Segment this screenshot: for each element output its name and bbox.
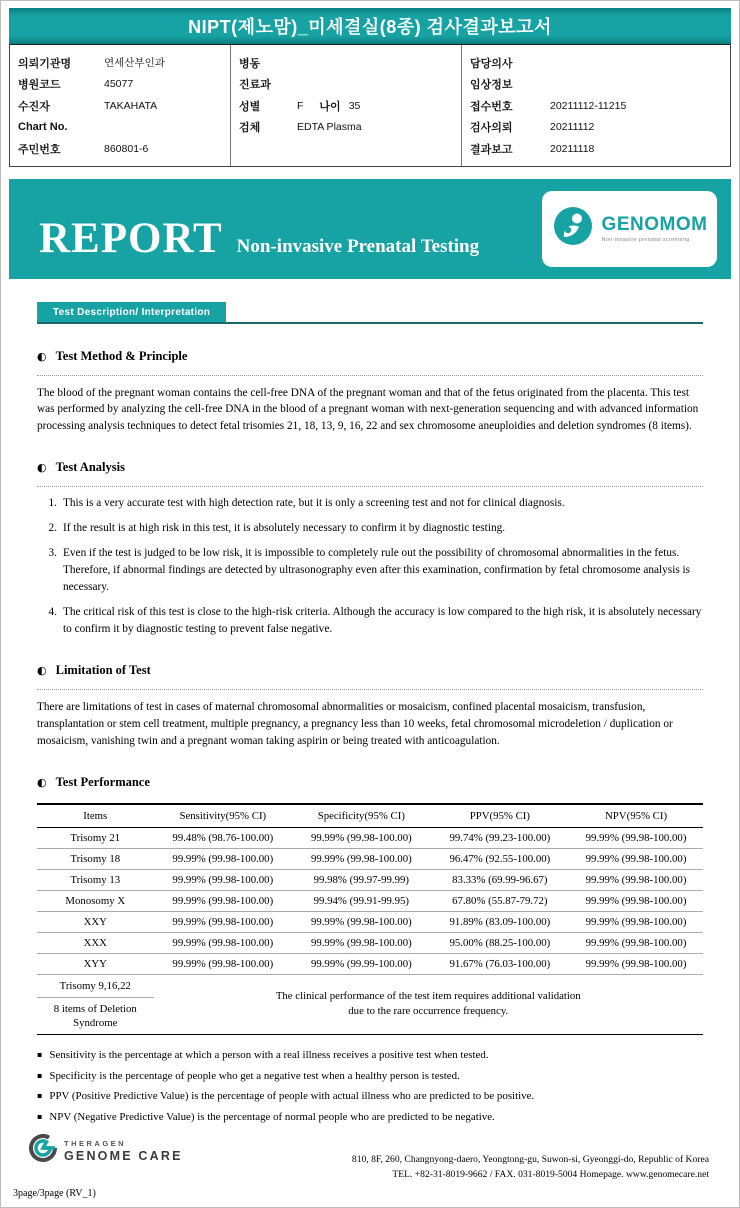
section-heading: Test Performance [55, 774, 150, 789]
section-heading-row [37, 349, 703, 364]
cell-item: XXX [37, 932, 154, 953]
section-test-method [37, 349, 703, 436]
footnote [37, 1069, 703, 1084]
field-value: 35 [348, 99, 361, 112]
dotted-divider [37, 486, 703, 487]
cell-sensitivity: 99.99% (99.98-100.00) [154, 911, 293, 932]
table-row [37, 869, 703, 890]
cell-specificity: 99.99% (99.98-100.00) [292, 911, 431, 932]
cell-ppv: 95.00% (88.25-100.00) [431, 932, 570, 953]
cell-specificity: 99.99% (99.99-100.00) [292, 953, 431, 974]
cell-specificity: 99.94% (99.91-99.95) [292, 890, 431, 911]
report-heading: REPORT [39, 214, 223, 262]
field-label: Chart No. [18, 121, 68, 134]
section-heading: Test Method & Principle [55, 348, 188, 363]
cell-item: 8 items of Deletion Syndrome [37, 997, 154, 1034]
cell-sensitivity: 99.99% (99.98-100.00) [154, 953, 293, 974]
field-value: EDTA Plasma [297, 121, 362, 134]
cell-specificity: 99.99% (99.98-100.00) [292, 848, 431, 869]
section-heading-row [37, 460, 703, 475]
square-bullet-icon: ▪ [37, 1111, 43, 1121]
field-value: F [297, 99, 304, 112]
field-label: 나이 [319, 100, 341, 113]
page-number: 3page/3page (RV_1) [13, 1188, 96, 1199]
address-line-2: TEL. +82-31-8019-9662 / FAX. 031-8019-5004 Homepage. www.genomecare.net [392, 1169, 709, 1181]
patient-info-row [18, 117, 222, 139]
cell-item: Trisomy 21 [37, 827, 154, 848]
item-number: 1. [48, 497, 57, 510]
analysis-item [37, 520, 703, 537]
cell-ppv: 91.67% (76.03-100.00) [431, 953, 570, 974]
theragen-g-icon [27, 1132, 59, 1169]
tab-test-description: Test Description/ Interpretation [37, 302, 226, 322]
field-label: 결과보고 [470, 143, 513, 156]
column-header: PPV(95% CI) [431, 804, 570, 828]
report-title-banner [9, 8, 731, 44]
patient-info-middle-column [230, 45, 461, 166]
cell-item: Trisomy 18 [37, 848, 154, 869]
table-row [37, 911, 703, 932]
section-heading-row [37, 775, 703, 790]
patient-info-right-column [461, 45, 730, 166]
patient-info-row [470, 52, 722, 74]
cell-ppv: 67.80% (55.87-79.72) [431, 890, 570, 911]
field-value: 20211112 [550, 121, 595, 134]
field-label: 담당의사 [470, 57, 513, 70]
field-label: 병동 [239, 57, 261, 70]
cell-npv: 99.99% (99.98-100.00) [569, 953, 703, 974]
patient-info-row [239, 52, 453, 74]
item-text: The critical risk of this test is close to the high-risk criteria. Although the accuracy is low compared to the high risk, it is absolutely necessary to confirm it by diagnostic testing to prevent false negative. [63, 606, 702, 635]
section-heading: Limitation of Test [55, 662, 151, 677]
cell-ppv: 99.74% (99.23-100.00) [431, 827, 570, 848]
tab-rule [37, 302, 703, 324]
genomom-logo-text [602, 214, 708, 243]
section-heading-row [37, 663, 703, 678]
report-subtitle: Non-invasive Prenatal Testing [236, 235, 480, 257]
method-paragraph: The blood of the pregnant woman contains the cell-free DNA of the pregnant woman and that of the fetus originated from the placenta. This test was performed by analyzing the cell-free DNA in the blood of a pregnant woman with next-generation sequencing and with advanced information processing analysis techniques to detect fetal trisomies 21, 18, 13, 9, 16, 22 and sex chromosome aneuploidies and deletion syndromes (8 items). [37, 386, 699, 433]
cell-npv: 99.99% (99.98-100.00) [569, 827, 703, 848]
theragen-genomecare-logo [27, 1132, 183, 1169]
cell-npv: 99.99% (99.98-100.00) [569, 869, 703, 890]
cell-sensitivity: 99.48% (98.76-100.00) [154, 827, 293, 848]
page-title: NIPT(제노맘)_미세결실(8종) 검사결과보고서 [188, 17, 552, 37]
theragen-label: THERAGEN [64, 1138, 127, 1148]
field-label: 성별 [239, 100, 261, 113]
field-label: 주민번호 [18, 143, 61, 156]
company-address [352, 1153, 709, 1183]
section-limitation [37, 663, 703, 750]
cell-specificity: 99.98% (99.97-99.99) [292, 869, 431, 890]
patient-info-row [18, 95, 222, 117]
patient-info-row [239, 95, 453, 117]
section-heading: Test Analysis [55, 460, 125, 475]
patient-info-row [470, 95, 722, 117]
footnote [37, 1110, 703, 1125]
item-number: 3. [48, 547, 57, 560]
cell-item: XXY [37, 911, 154, 932]
analysis-item [37, 495, 703, 512]
half-circle-icon: ◐ [37, 775, 47, 789]
cell-sensitivity: 99.99% (99.98-100.00) [154, 932, 293, 953]
cell-sensitivity: 99.99% (99.98-100.00) [154, 848, 293, 869]
patient-info-row [239, 117, 453, 139]
table-row [37, 890, 703, 911]
half-circle-icon: ◐ [37, 461, 47, 475]
patient-info-row [18, 52, 222, 74]
cell-npv: 99.99% (99.98-100.00) [569, 932, 703, 953]
field-value: TAKAHATA [104, 99, 158, 112]
field-value: 20211112-11215 [550, 99, 627, 112]
patient-info-left-column [10, 45, 230, 166]
cell-npv: 99.99% (99.98-100.00) [569, 848, 703, 869]
genomom-icon [552, 205, 594, 252]
note-line: due to the rare occurrence frequency. [348, 1005, 509, 1018]
theragen-logo-text [64, 1139, 183, 1163]
patient-info-row [470, 117, 722, 139]
validation-note-cell [154, 974, 703, 1034]
half-circle-icon: ◐ [37, 349, 47, 363]
field-label: 의뢰기관명 [18, 57, 72, 70]
field-label: 임상정보 [470, 79, 513, 92]
dotted-divider [37, 689, 703, 690]
cell-specificity: 99.99% (99.98-100.00) [292, 827, 431, 848]
patient-info-row [18, 138, 222, 160]
footer [1, 1132, 739, 1183]
half-circle-icon: ◐ [37, 663, 47, 677]
cell-item: Trisomy 9,16,22 [37, 974, 154, 997]
field-label: 접수번호 [470, 100, 513, 113]
table-row-trisomy-91622 [37, 974, 703, 997]
dotted-divider [37, 375, 703, 376]
field-value: 연세산부인과 [104, 57, 165, 70]
footnote-text: NPV (Negative Predictive Value) is the percentage of normal people who are predicted to be negative. [49, 1110, 495, 1123]
field-value: 860801-6 [104, 142, 149, 155]
field-label: 진료과 [239, 79, 271, 92]
field-label: 수진자 [18, 100, 50, 113]
cell-ppv: 96.47% (92.55-100.00) [431, 848, 570, 869]
field-label: 병원코드 [18, 79, 61, 92]
note-line: The clinical performance of the test item requires additional validation [275, 989, 581, 1002]
cell-sensitivity: 99.99% (99.98-100.00) [154, 890, 293, 911]
cell-item: Trisomy 13 [37, 869, 154, 890]
square-bullet-icon: ▪ [37, 1049, 43, 1059]
item-text: This is a very accurate test with high detection rate, but it is only a screening test and not for clinical diagnosis. [63, 497, 565, 510]
genomom-name: GENOMOM [601, 214, 708, 235]
field-value: 20211118 [550, 142, 595, 155]
cell-ppv: 91.89% (83.09-100.00) [431, 911, 570, 932]
patient-info-table [9, 44, 731, 167]
genomom-logo [542, 191, 717, 267]
item-text: Even if the test is judged to be low risk, it is impossible to completely rule out the possibility of chromosomal abnormalities in the fetus. Therefore, if abnormal findings are detected by ultrasonography even after this examination, confirmation by fetal chromosome analysis is necessary. [63, 547, 691, 594]
column-header: Items [37, 804, 154, 828]
footnote-text: PPV (Positive Predictive Value) is the percentage of people with actual illness who are predicted to be positive. [49, 1090, 535, 1103]
column-header: NPV(95% CI) [569, 804, 703, 828]
table-row [37, 953, 703, 974]
patient-info-row [470, 138, 722, 160]
column-header: Sensitivity(95% CI) [154, 804, 293, 828]
cell-specificity: 99.99% (99.98-100.00) [292, 932, 431, 953]
item-number: 4. [48, 606, 57, 618]
patient-info-row [18, 74, 222, 96]
field-label: 검사의뢰 [470, 122, 513, 135]
cell-ppv: 83.33% (69.99-96.67) [431, 869, 570, 890]
cell-item: XYY [37, 953, 154, 974]
cell-item: Monosomy X [37, 890, 154, 911]
square-bullet-icon: ▪ [37, 1091, 43, 1101]
genomom-tagline: Non-invasive prenatal screening [601, 237, 690, 243]
item-text: If the result is at high risk in this test, it is absolutely necessary to confirm it by diagnostic testing. [63, 522, 506, 535]
cell-sensitivity: 99.99% (99.98-100.00) [154, 869, 293, 890]
table-row [37, 827, 703, 848]
analysis-item [37, 604, 703, 638]
field-value: 45077 [104, 78, 134, 91]
patient-info-row [470, 74, 722, 96]
square-bullet-icon: ▪ [37, 1070, 43, 1080]
section-performance [37, 775, 703, 1035]
field-label: 검체 [239, 122, 261, 135]
item-number: 2. [48, 522, 57, 535]
limitation-paragraph: There are limitations of test in cases of maternal chromosomal abnormalities or mosaicism, confined placental mosaicism, transfusion, transplantation or stem cell treatment, multiple pregnancy, a pregnancy less than 10 weeks, fetal chromosomal microdeletion / duplication or mosaicism, vanishing twin and a pregnant woman taking aspirin or being treated with anticoagulation. [37, 700, 673, 747]
genomecare-label: GENOME CARE [64, 1148, 183, 1163]
table-row [37, 932, 703, 953]
table-header-row [37, 804, 703, 828]
section-test-analysis [37, 460, 703, 638]
patient-info-row [239, 74, 453, 96]
column-header: Specificity(95% CI) [292, 804, 431, 828]
footnote [37, 1089, 703, 1104]
footnote-text: Specificity is the percentage of people who get a negative test when a healthy person is tested. [49, 1069, 460, 1082]
footnote-text: Sensitivity is the percentage at which a person with a real illness receives a positive test when tested. [49, 1048, 489, 1061]
footnote [37, 1048, 703, 1063]
analysis-item [37, 545, 703, 596]
footnotes [37, 1048, 703, 1125]
cell-npv: 99.99% (99.98-100.00) [569, 911, 703, 932]
performance-table [37, 803, 703, 1035]
cell-npv: 99.99% (99.98-100.00) [569, 890, 703, 911]
report-banner [9, 179, 731, 279]
address-line-1: 810, 8F, 260, Changnyong-daero, Yeongtong-gu, Suwon-si, Gyeonggi-do, Republic of Korea [351, 1154, 709, 1166]
table-row [37, 848, 703, 869]
analysis-list [37, 495, 703, 638]
